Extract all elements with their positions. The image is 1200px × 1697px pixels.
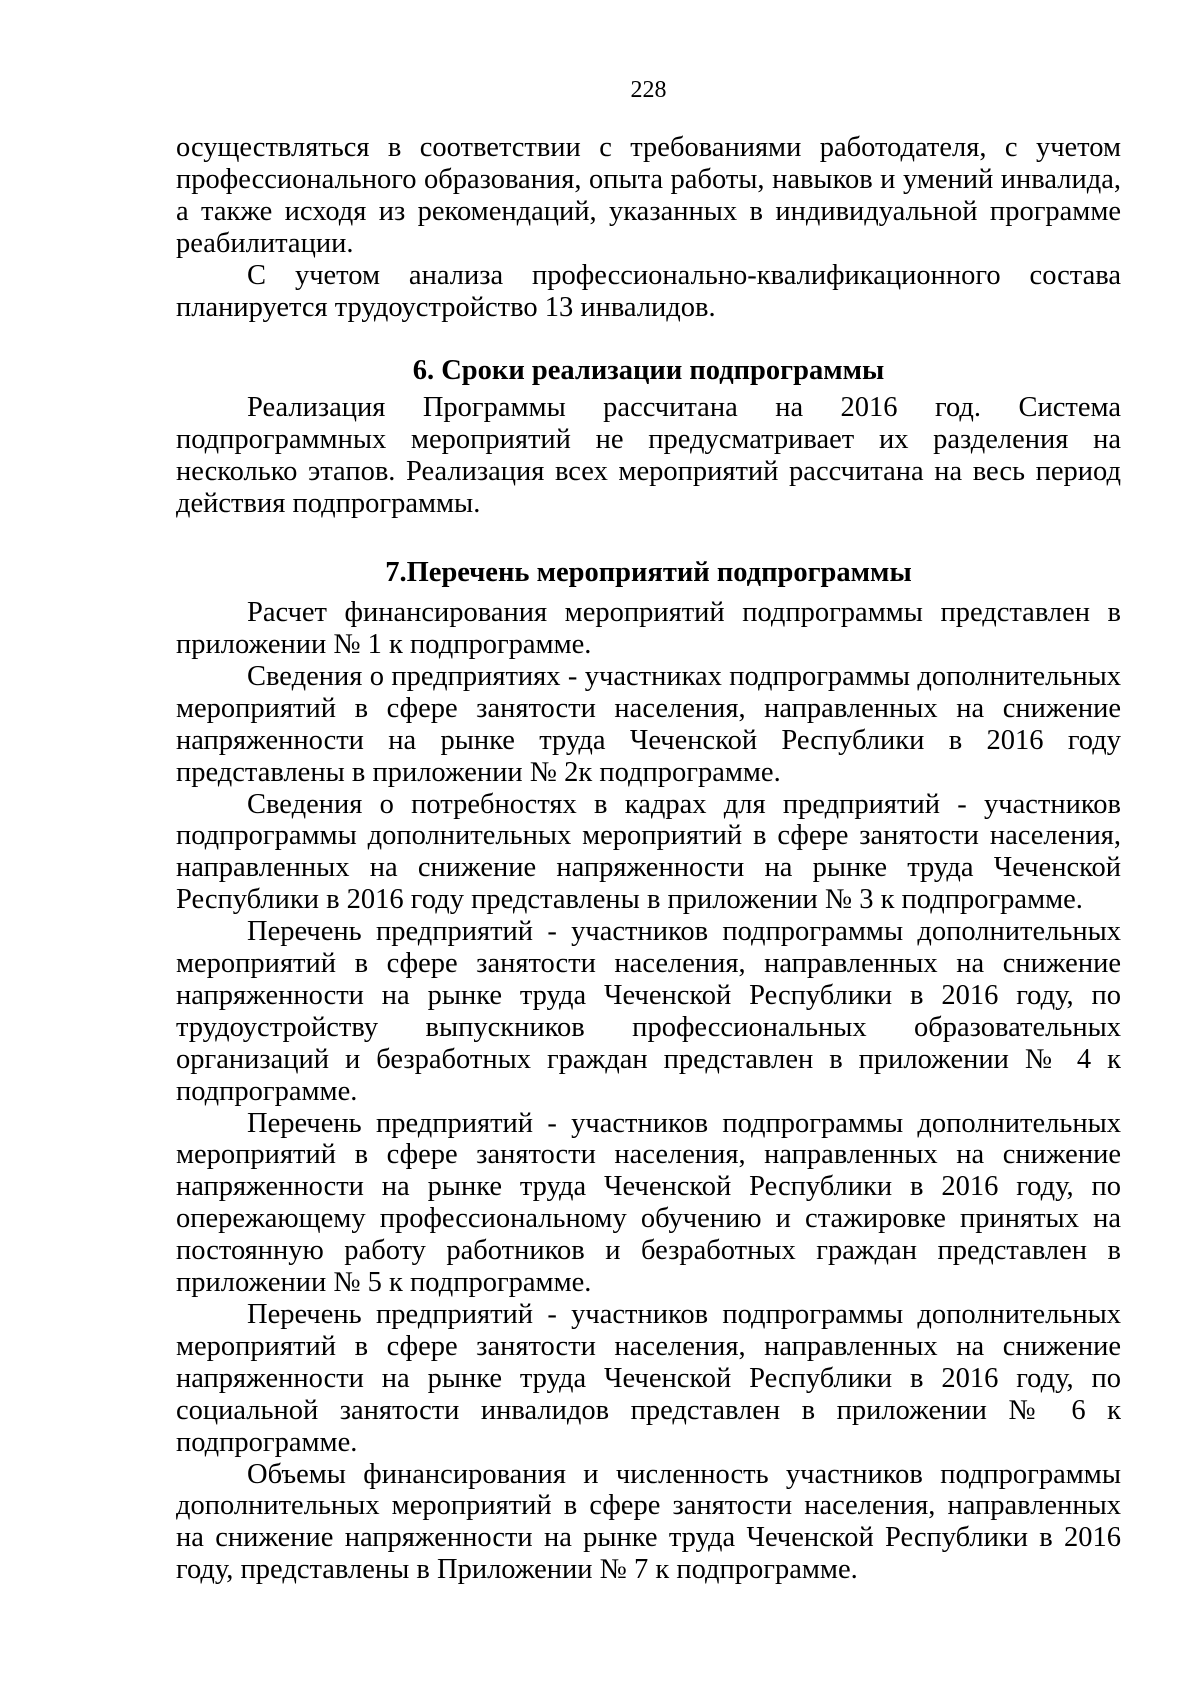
section-6-heading: 6. Сроки реализации подпрограммы — [412, 355, 885, 387]
section-7-paragraph-appendix-1: Расчет финансирования мероприятий подпрограммы представлен в приложении № 1 к подпрограмме. — [176, 597, 1121, 660]
section-7-paragraph-appendix-3: Сведения о потребностях в кадрах для предприятий - участников подпрограммы дополнительных мероприятий в сфере занятости населения, направленных на снижение напряженности на рынке труда Чеченской Республики в 2016 году представлены в приложении № 3 к подпрограмме. — [176, 788, 1121, 916]
section-7-paragraph-appendix-4: Перечень предприятий - участников подпрограммы дополнительных мероприятий в сфере занятости населения, направленных на снижение напряженности на рынке труда Чеченской Республики в 2016 году, по трудоустройству выпускников профессиональных образовательных организаций и безработных граждан представлен в приложении № 4 к подпрограмме. — [176, 916, 1121, 1107]
section-7-paragraph-appendix-7: Объемы финансирования и численность участников подпрограммы дополнительных мероприятий в сфере занятости населения, направленных на снижение напряженности на рынке труда Чеченской Республики в 2016 году, представлены в Приложении № 7 к подпрограмме. — [176, 1458, 1121, 1586]
page-content — [176, 132, 1121, 1586]
section-7-paragraph-appendix-2: Сведения о предприятиях - участниках подпрограммы дополнительных мероприятий в сфере занятости населения, направленных на снижение напряженности на рынке труда Чеченской Республики в 2016 году представлены в приложении № 2к подпрограмме. — [176, 660, 1121, 788]
section-7-heading: 7.Перечень мероприятий подпрограммы — [385, 557, 912, 589]
page-number: 228 — [630, 77, 667, 103]
section-7-paragraph-appendix-6: Перечень предприятий - участников подпрограммы дополнительных мероприятий в сфере занятости населения, направленных на снижение напряженности на рынке труда Чеченской Республики в 2016 году, по социальной занятости инвалидов представлен в приложении № 6 к подпрограмме. — [176, 1299, 1121, 1458]
section-7-paragraph-appendix-5: Перечень предприятий - участников подпрограммы дополнительных мероприятий в сфере занятости населения, направленных на снижение напряженности на рынке труда Чеченской Республики в 2016 году, по опережающему профессиональному обучению и стажировке принятых на постоянную работу работников и безработных граждан представлен в приложении № 5 к подпрограмме. — [176, 1107, 1121, 1299]
paragraph-continuation: осуществляться в соответствии с требованиями работодателя, с учетом профессионального образования, опыта работы, навыков и умений инвалида, а также исходя из рекомендаций, указанных в индивидуальной программе реабилитации. — [176, 132, 1121, 259]
paragraph-staffing-analysis: С учетом анализа профессионально-квалификационного состава планируется трудоустройство 13 инвалидов. — [176, 259, 1121, 323]
section-6-paragraph: Реализация Программы рассчитана на 2016 год. Система подпрограммных мероприятий не предусматривает их разделения на несколько этапов. Реализация всех мероприятий рассчитана на весь период действия подпрограммы. — [176, 392, 1121, 520]
